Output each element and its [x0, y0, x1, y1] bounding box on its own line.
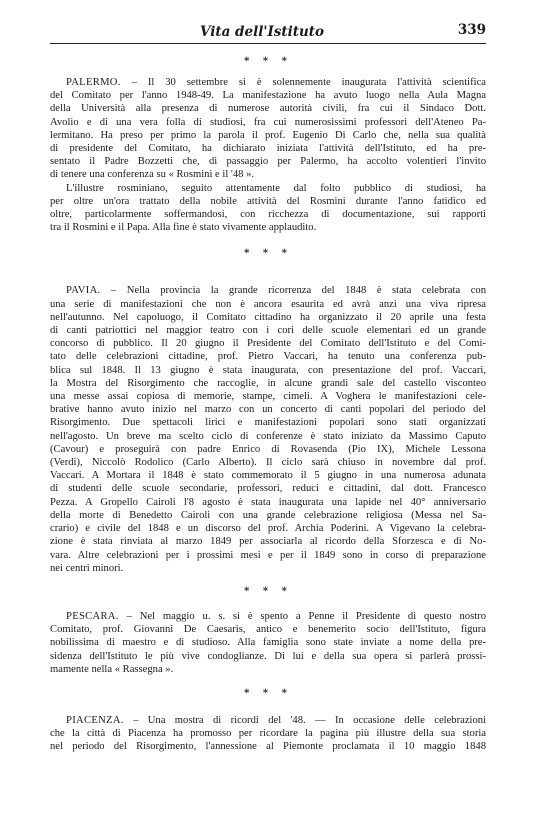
section-pescara — [50, 610, 486, 676]
text-line — [50, 284, 486, 297]
place-name: PIACENZA. — [66, 714, 124, 726]
text-line-content: – Nel maggio u. s. si è spento a Penne il Presidente di questo nostro — [126, 610, 486, 622]
text-line: brative hanno avuto inizio nel marzo con un concerto di canti popolari del periodo del — [50, 404, 486, 416]
text-line: Avolio e di una vera folla di studiosi, fra cui numerosissimi professori dell'Ateneo Pa- — [50, 116, 486, 128]
text-line: crario) e civile del 1848 e un discorso del prof. Archia Poderini. A Vigevano la celebra- — [50, 523, 486, 535]
text-line: della morte di Benedetto Cairoli con una grande celebrazione religiosa (Messa nel Sa- — [50, 509, 486, 521]
text-line-content: – Nella provincia la grande ricorrenza del 1848 è stata celebrata con — [111, 285, 486, 297]
text-line: una serie di manifestazioni che non è ancora esaurita ed avrà anzi una viva ripresa — [50, 298, 486, 310]
text-line: di tenere una conferenza su « Rosmini e il '48 ». — [50, 169, 255, 181]
section-separator: * * * — [244, 585, 292, 597]
section-separator: * * * — [244, 687, 292, 699]
text-line: vara. Altre celebrazioni per i prossimi mesi e per il 1849 sono in corso di preparazione — [50, 549, 486, 561]
text-line: del Comitato per l'anno 1948-49. La manifestazione ha avuto luogo nella Aula Magna — [50, 90, 486, 102]
text-line: di canti patriottici nel maggior teatro con i cori delle scuole elementari ed un grande — [50, 325, 486, 337]
text-line: sidenza dell'Istituto le più vive condoglianze. Di lui e della sua opera si parlerà prossi- — [50, 650, 486, 662]
text-line: tra il Rosmini e il Papa. Alla fine è stato vivamente applaudito. — [50, 222, 317, 234]
text-line: oltre, particolarmente soffermandosi, con ricchezza di documentazione, sui rapporti — [50, 209, 486, 221]
text-line — [50, 610, 486, 623]
text-line: nei centri minori. — [50, 562, 124, 574]
place-name: PAVIA. — [66, 285, 101, 297]
page-number: 339 — [457, 22, 486, 38]
text-line: zione è stata rinviata al marzo 1849 per associarla al ricordo della Sforzesca e di No- — [50, 536, 486, 548]
text-line-content: – Una mostra di ricordi del '48. — In occasione delle celebrazioni — [133, 714, 486, 726]
text-line: concorso di pubblico. Il 20 giugno il Presidente del Comitato dell'Istituto e del Comi- — [50, 338, 486, 350]
text-line: Pezza. A Gropello Cairoli l'8 agosto è stata inaugurata una lapide nel 40° anniversario — [50, 496, 486, 508]
text-line: tato delle celebrazioni cittadine, prof. Pietro Vaccari, ha tenuto una conferenza pub- — [50, 351, 486, 363]
text-line: blica sul 1848. Il 13 giugno è stata inaugurata, con presentazione del prof. Vaccari, — [50, 364, 486, 376]
document-page — [50, 22, 486, 754]
text-line: Comitato, prof. Giovanni De Caesaris, antico e benemerito socio dell'Istituto, figura — [50, 624, 486, 636]
section-piacenza — [50, 714, 486, 754]
text-line: lermitano. Ha preso per primo la parola il prof. Eugenio Di Carlo che, nella sua qualità — [50, 129, 486, 141]
text-line — [50, 76, 486, 89]
text-line: una messe assai copiosa di memorie, stampe, cimeli. A Voghera le manifestazioni cele- — [50, 391, 486, 403]
text-line: nell'agosto. Un breve ma scelto ciclo di conferenze è stato iniziato da Massimo Caputo — [50, 430, 486, 442]
text-line — [50, 714, 486, 727]
text-line: L'illustre rosminiano, seguito attentamente dal folto pubblico di studiosi, ha — [66, 182, 486, 194]
text-line: (Cavour) e proseguirà con padre Enrico di Rovasenda (Pio IX), Michele Lessona — [50, 443, 486, 455]
text-line: (Verdi), Niccolò Rodolico (Carlo Alberto). Il ciclo sarà chiuso in novembre dal prof. — [50, 457, 486, 469]
section-separator: * * * — [244, 248, 292, 260]
text-line: della Università alla presenza di numerose autorità civili, fra cui il Sindaco Dott. — [50, 103, 486, 115]
place-name: PESCARA. — [66, 610, 119, 622]
text-line: che la città di Piacenza ha promosso per ricordare la pagina più illustre della sua storia — [50, 728, 486, 740]
text-line: Risorgimento. Due spettacoli lirici e manifestazioni popolari sono stati organizzati — [50, 417, 486, 429]
section-pavia — [50, 284, 486, 574]
running-header — [50, 22, 486, 44]
text-line: nel periodo del Risorgimento, l'annessione al Piemonte proclamata il 10 maggio 1848 — [50, 741, 486, 753]
text-line: di presidente del Comitato, ha dichiarato iniziata l'attività dell'Istituto, ed ha pre- — [50, 143, 486, 155]
text-line: sentato il Padre Bozzetti che, di passaggio per Palermo, ha accolto volentieri l'invito — [50, 156, 486, 168]
text-line: per oltre un'ora trattato della nobile attività del Rosmini durante l'anno fatidico ed — [50, 195, 486, 207]
text-line: nobilissima di maestro e di studioso. Alla famiglia sono state inviate a nome della pre- — [50, 637, 486, 649]
text-line: Vaccari. A Mortara il 1848 è stato commemorato il 5 giugno in una numerosa adunata — [50, 470, 486, 482]
section-palermo — [50, 76, 486, 234]
text-line: la Mostra del Risorgimento che raccoglie, in alcune grandi sale del castello visconteo — [50, 377, 486, 389]
running-title: Vita dell'Istituto — [200, 24, 325, 40]
place-name: PALERMO. — [66, 77, 121, 88]
text-line: di studenti delle scuole secondarie, professori, reduci e cittadini, dal dott. Francesco — [50, 483, 486, 495]
text-line: mamente nella « Rassegna ». — [50, 663, 174, 675]
text-line: nell'autunno. Nel capoluogo, il Comitato cittadino ha organizzato il 20 aprile una festa — [50, 311, 486, 323]
section-separator: * * * — [244, 56, 292, 67]
text-line-content: – Il 30 settembre si è solennemente inaugurata l'attività scientifica — [131, 77, 486, 88]
